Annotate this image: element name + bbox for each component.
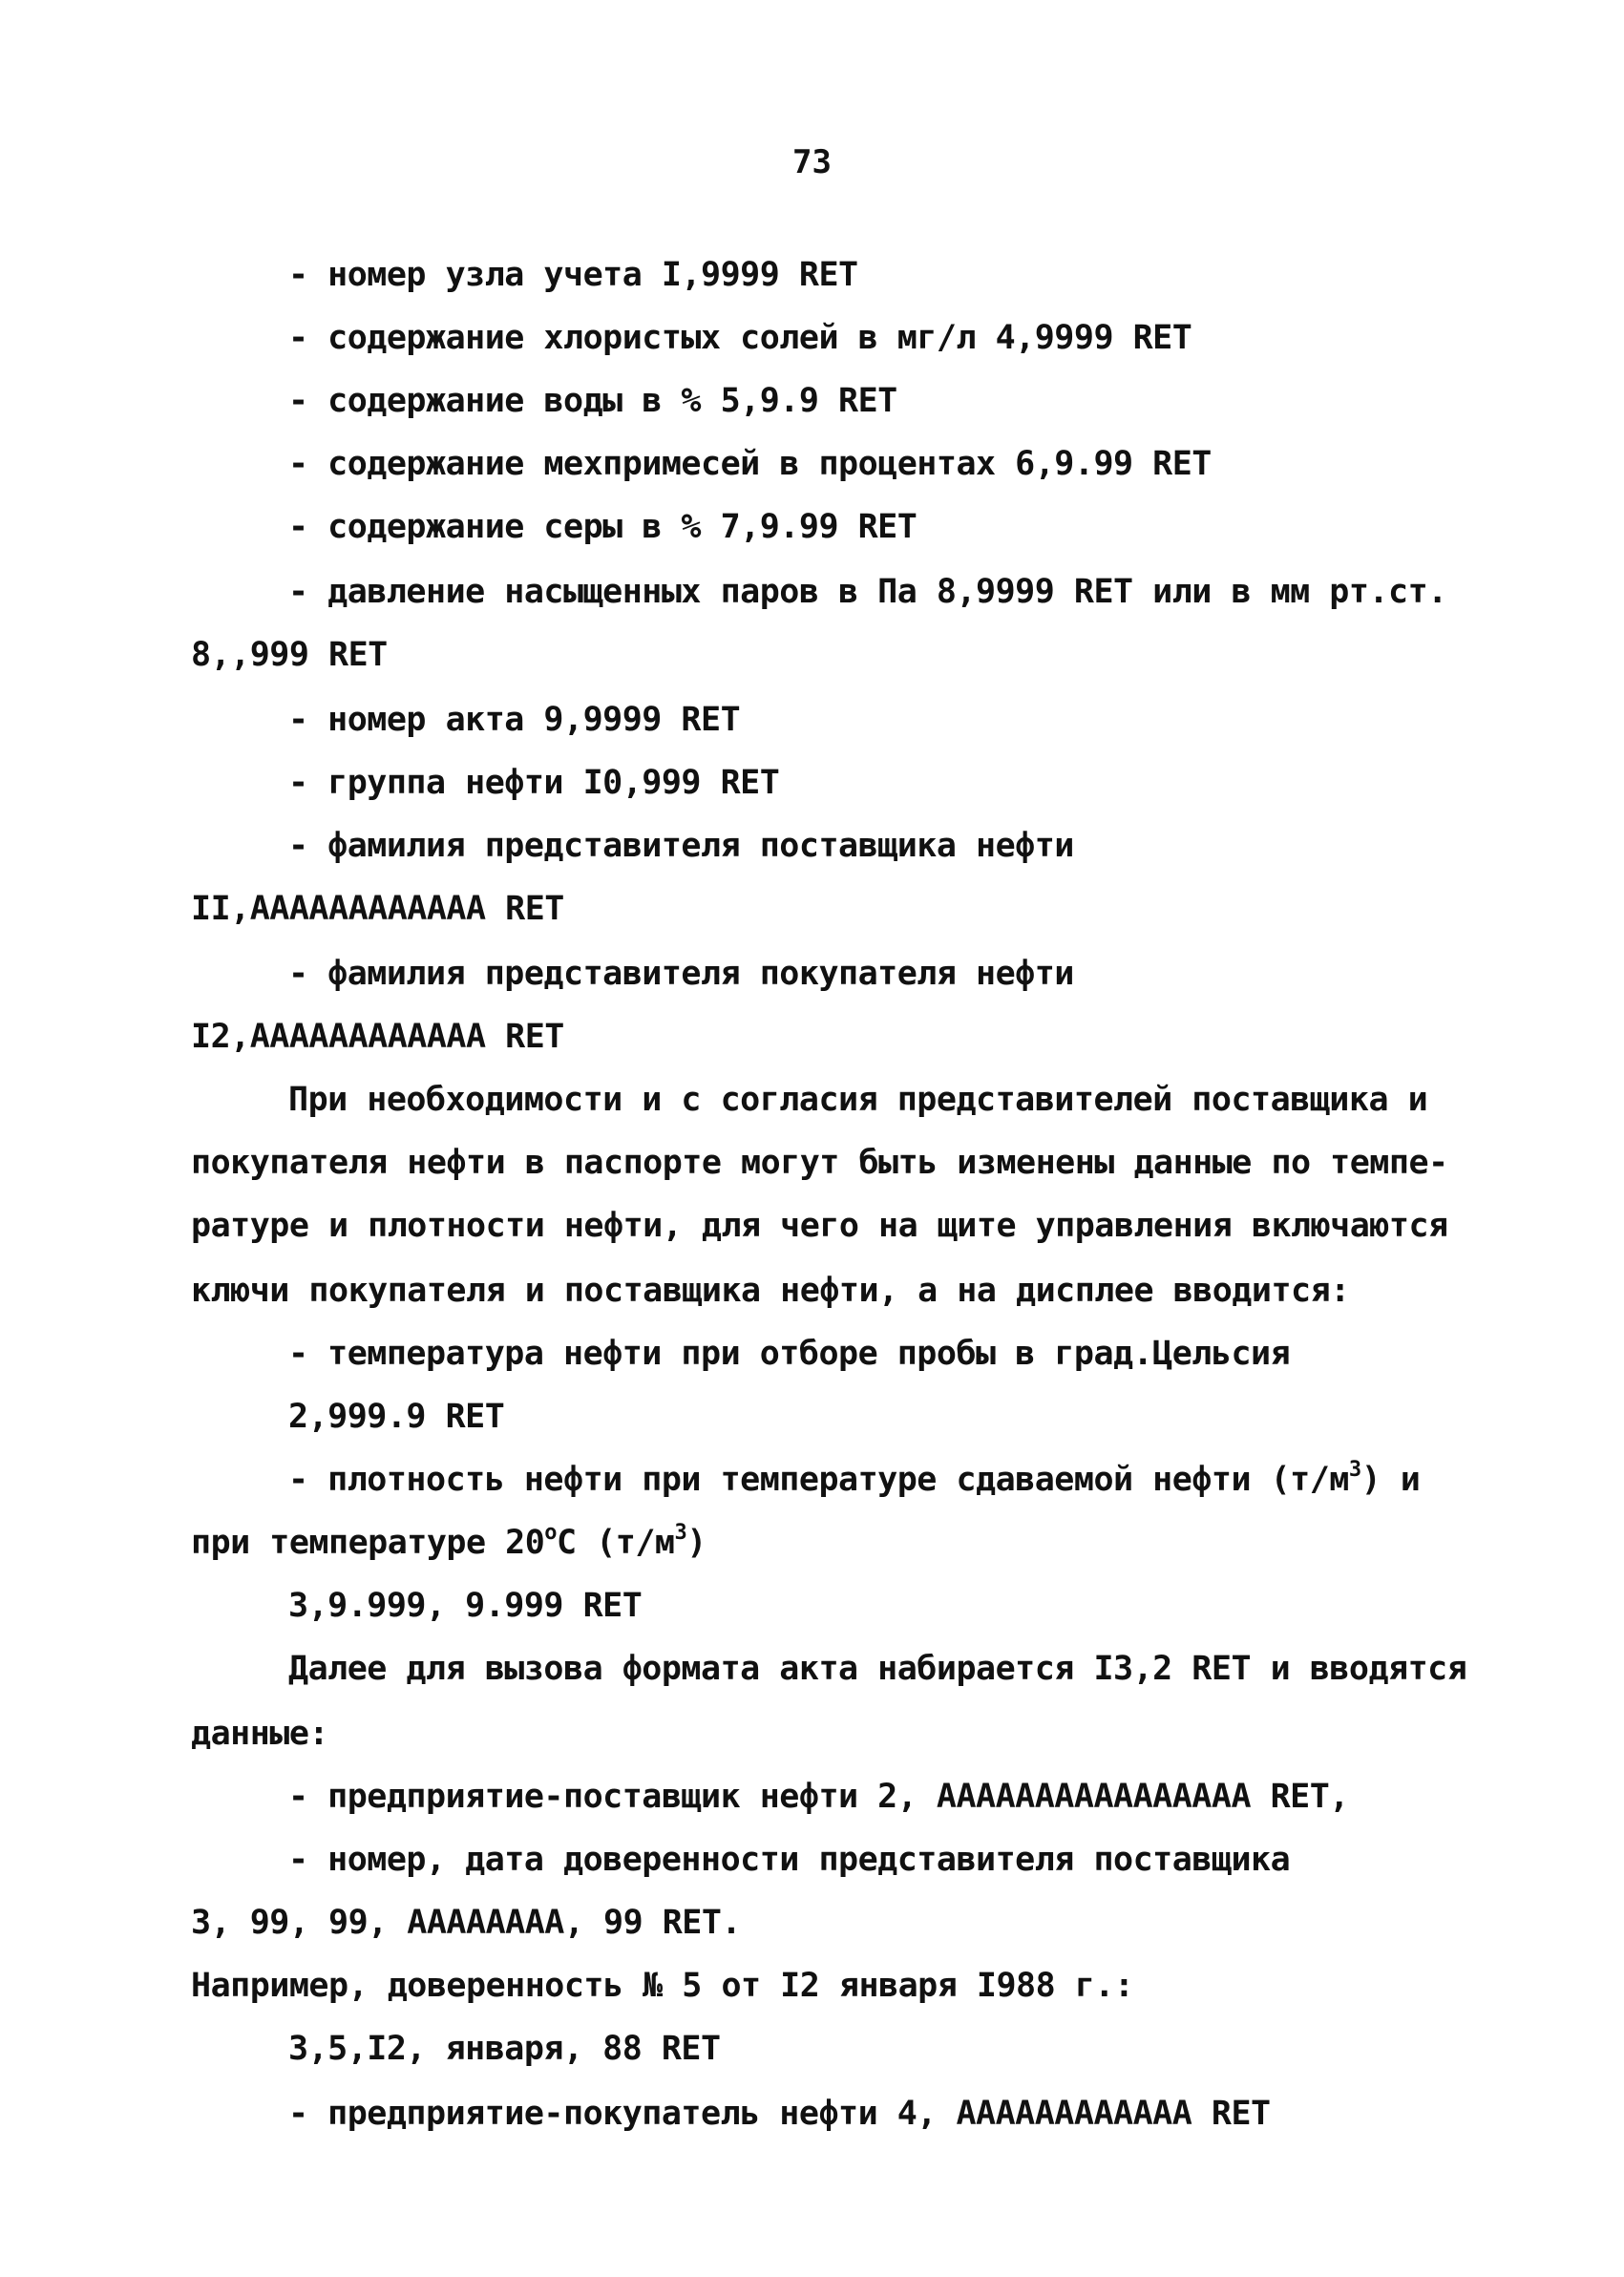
- text-line: - предприятие-поставщик нефти 2, АААААААААААААААА RET,: [288, 1778, 1349, 1816]
- text-line: - номер, дата доверенности представителя поставщика: [288, 1841, 1291, 1879]
- text-line: - номер акта 9,9999 RET: [288, 701, 741, 739]
- text-line: - фамилия представителя поставщика нефти: [288, 827, 1074, 865]
- text-line: - номер узла учета I,9999 RET: [288, 256, 858, 294]
- paragraph-line: ключи покупателя и поставщика нефти, а на дисплее вводится:: [191, 1272, 1350, 1310]
- paragraph-line: ратуре и плотности нефти, для чего на щите управления включаются: [191, 1207, 1448, 1245]
- text-segment: при температуре 20: [191, 1524, 545, 1562]
- text-line: - содержание воды в % 5,9.9 RET: [288, 382, 897, 420]
- text-line: - фамилия представителя покупателя нефти: [288, 955, 1074, 993]
- text-line: 3,9.999, 9.999 RET: [288, 1587, 643, 1625]
- text-segment: С (т/м: [557, 1524, 675, 1562]
- superscript: 3: [1348, 1458, 1361, 1483]
- text-line: 3, 99, 99, АААААААА, 99 RET.: [191, 1904, 742, 1942]
- text-segment: ): [686, 1524, 707, 1562]
- text-line: - содержание серы в % 7,9.99 RET: [288, 508, 917, 546]
- text-line: - группа нефти I0,999 RET: [288, 764, 780, 802]
- paragraph-line: Далее для вызова формата акта набирается I3,2 RET и вводятся: [288, 1650, 1467, 1688]
- text-line: - давление насыщенных паров в Па 8,9999 RET или в мм рт.ст.: [288, 573, 1447, 611]
- superscript: о: [544, 1521, 558, 1546]
- text-line: - содержание мехпримесей в процентах 6,9.99 RET: [288, 445, 1212, 483]
- text-line: [288, 1459, 1420, 1501]
- text-line: [191, 1522, 707, 1564]
- text-line: - температура нефти при отборе пробы в град.Цельсия: [288, 1335, 1291, 1373]
- text-line: 8,,999 RET: [191, 636, 388, 674]
- text-line: II,АААААААААААА RET: [191, 890, 564, 928]
- paragraph-line: покупателя нефти в паспорте могут быть изменены данные по темпе-: [191, 1144, 1448, 1182]
- text-segment: ) и: [1360, 1461, 1421, 1499]
- paragraph-line: При необходимости и с согласия представителей поставщика и: [288, 1081, 1428, 1119]
- text-line: 3,5,I2, января, 88 RET: [288, 2030, 721, 2068]
- paragraph-line: данные:: [191, 1715, 329, 1753]
- text-line: - предприятие-покупатель нефти 4, АААААААААААА RET: [288, 2095, 1271, 2133]
- text-line: Например, доверенность № 5 от I2 января I988 г.:: [191, 1967, 1134, 2005]
- superscript: 3: [674, 1521, 687, 1546]
- text-segment: - плотность нефти при температуре сдаваемой нефти (т/м: [288, 1461, 1349, 1499]
- page-number: 73: [792, 143, 832, 181]
- text-line: I2,АААААААААААА RET: [191, 1018, 564, 1056]
- text-line: 2,999.9 RET: [288, 1398, 505, 1436]
- text-line: - содержание хлористых солей в мг/л 4,9999 RET: [288, 319, 1192, 357]
